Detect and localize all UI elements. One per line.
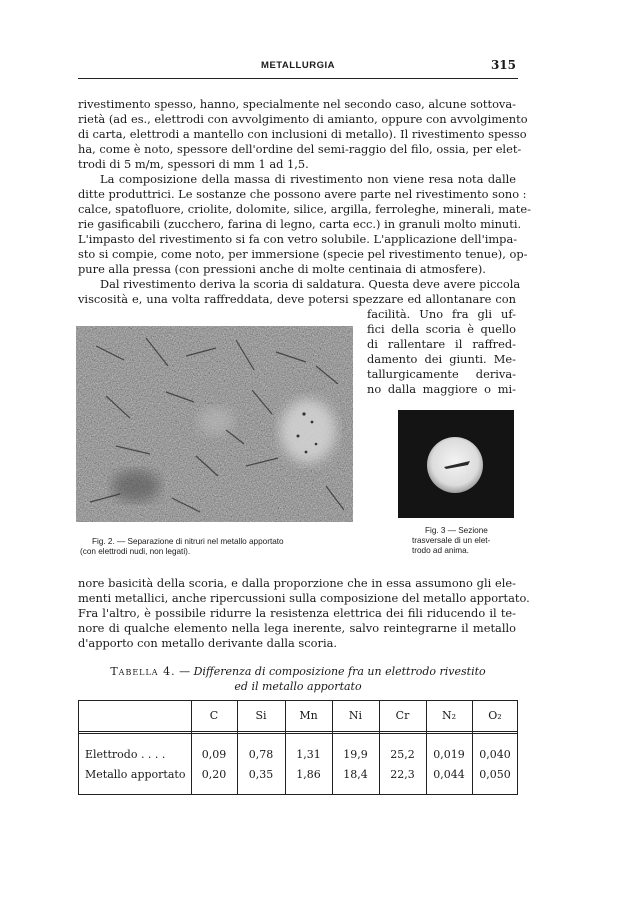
cell: 0,040 — [479, 748, 511, 761]
column-header: Ni — [348, 709, 363, 722]
running-header — [78, 60, 518, 74]
cell: 19,9 — [343, 748, 368, 761]
text-line: rivestimento spesso, hanno, specialmente nel secondo caso, alcune sottova- — [78, 97, 517, 111]
text-line: nore di qualche elemento nella lega inerente, salvo reintegrarne il metallo — [78, 621, 516, 635]
text-line: sto si compie, come noto, per immersione (specie pel rivestimento tenue), op- — [78, 247, 528, 261]
text-line: nore basicità della scoria, e dalla proporzione che in essa assumono gli ele- — [78, 576, 516, 590]
figure-2-micrograph — [76, 326, 353, 522]
text-line: ha, come è noto, spessore dell'ordine del semi-raggio del filo, ossia, per elet- — [78, 142, 522, 156]
header-rule — [78, 78, 518, 79]
cell: 1,31 — [296, 748, 321, 761]
caption-line: trodo ad anima. — [412, 546, 469, 555]
text-line: trodi di 5 m/m, spessori di mm 1 ad 1,5. — [78, 157, 309, 171]
caption-line: (con elettrodi nudi, non legati). — [80, 547, 191, 556]
text-line: viscosità e, una volta raffreddata, deve potersi spezzare ed allontanare con — [78, 292, 516, 306]
text-line: facilità. Uno fra gli uf- — [367, 307, 516, 321]
text-line: ditte produttrici. Le sostanze che possono avere parte nel rivestimento sono : — [78, 187, 527, 201]
caption-line: Fig. 2. — Separazione di nitruri nel metallo apportato — [92, 537, 284, 546]
text-line: rie gasificabili (zucchero, farina di legno, carta ecc.) in granuli molto minuti. — [78, 217, 522, 231]
cell: 25,2 — [390, 748, 415, 761]
caption-line: trasversale di un elet- — [412, 536, 491, 545]
text-line: damento dei giunti. Me- — [367, 352, 516, 366]
text-line: Dal rivestimento deriva la scoria di saldatura. Questa deve avere piccola — [100, 277, 521, 291]
text-line: L'impasto del rivestimento si fa con vetro solubile. L'applicazione dell'impa- — [78, 232, 518, 246]
text-line: pure alla pressa (con pressioni anche di molte centinaia di atmosfere). — [78, 262, 486, 276]
text-line: tallurgicamente deriva- — [367, 367, 516, 381]
text-line: di carta, elettrodi a mantello con inclusioni di metallo). Il rivestimento spesso — [78, 127, 527, 141]
text-line: calce, spatofluore, criolite, dolomite, silice, argilla, ferroleghe, minerali, mate- — [78, 202, 531, 216]
column-header: Mn — [299, 709, 318, 722]
table-title-line1: Differenza di composizione fra un elettrodo rivestito — [193, 665, 486, 678]
cell: 0,044 — [433, 768, 465, 781]
table-rule — [79, 731, 517, 732]
cell: 0,20 — [201, 768, 227, 781]
table-caption-dash: — — [179, 665, 191, 678]
row-label: Elettrodo . . . . — [85, 748, 166, 761]
running-title: METALLURGIA — [261, 60, 335, 71]
table-title-line2: ed il metallo apportato — [234, 680, 362, 693]
text-line: d'apporto con metallo derivante dalla scoria. — [78, 636, 338, 650]
page-number: 315 — [490, 58, 516, 72]
cell: 0,09 — [201, 748, 227, 761]
text-line: menti metallici, anche ripercussioni sulla composizione del metallo apportato. — [78, 591, 530, 605]
table-rule — [79, 733, 517, 734]
row-label: Metallo apportato — [85, 768, 186, 781]
column-header: Cr — [395, 709, 410, 722]
text-line: di rallentare il raffred- — [367, 337, 516, 351]
cell: 0,35 — [248, 768, 274, 781]
cell: 0,78 — [248, 748, 274, 761]
cell: 18,4 — [343, 768, 368, 781]
figure-3-cross-section — [398, 410, 514, 518]
cell: 1,86 — [296, 768, 321, 781]
text-line: La composizione della massa di rivestimento non viene resa nota dalle — [100, 172, 516, 186]
text-line: fici della scoria è quello — [367, 322, 516, 336]
column-header: Si — [255, 709, 267, 722]
cell: 22,3 — [390, 768, 415, 781]
text-line: rietà (ad es., elettrodi con avvolgimento di amianto, oppure con avvolgimento — [78, 112, 528, 126]
cell: 0,050 — [479, 768, 511, 781]
table-caption-2 — [78, 679, 518, 694]
composition-table — [78, 700, 518, 795]
table-caption — [78, 664, 518, 679]
text-line: no dalla maggiore o mi- — [367, 382, 516, 396]
column-header: N₂ — [441, 709, 457, 722]
column-header: O₂ — [488, 709, 502, 722]
cell: 0,019 — [433, 748, 465, 761]
column-header: C — [209, 709, 219, 722]
table-label: Tabella 4. — [110, 665, 176, 678]
text-line: Fra l'altro, è possibile ridurre la resistenza elettrica dei fili riducendo il te- — [78, 606, 516, 620]
caption-line: Fig. 3 — Sezione — [425, 526, 488, 535]
